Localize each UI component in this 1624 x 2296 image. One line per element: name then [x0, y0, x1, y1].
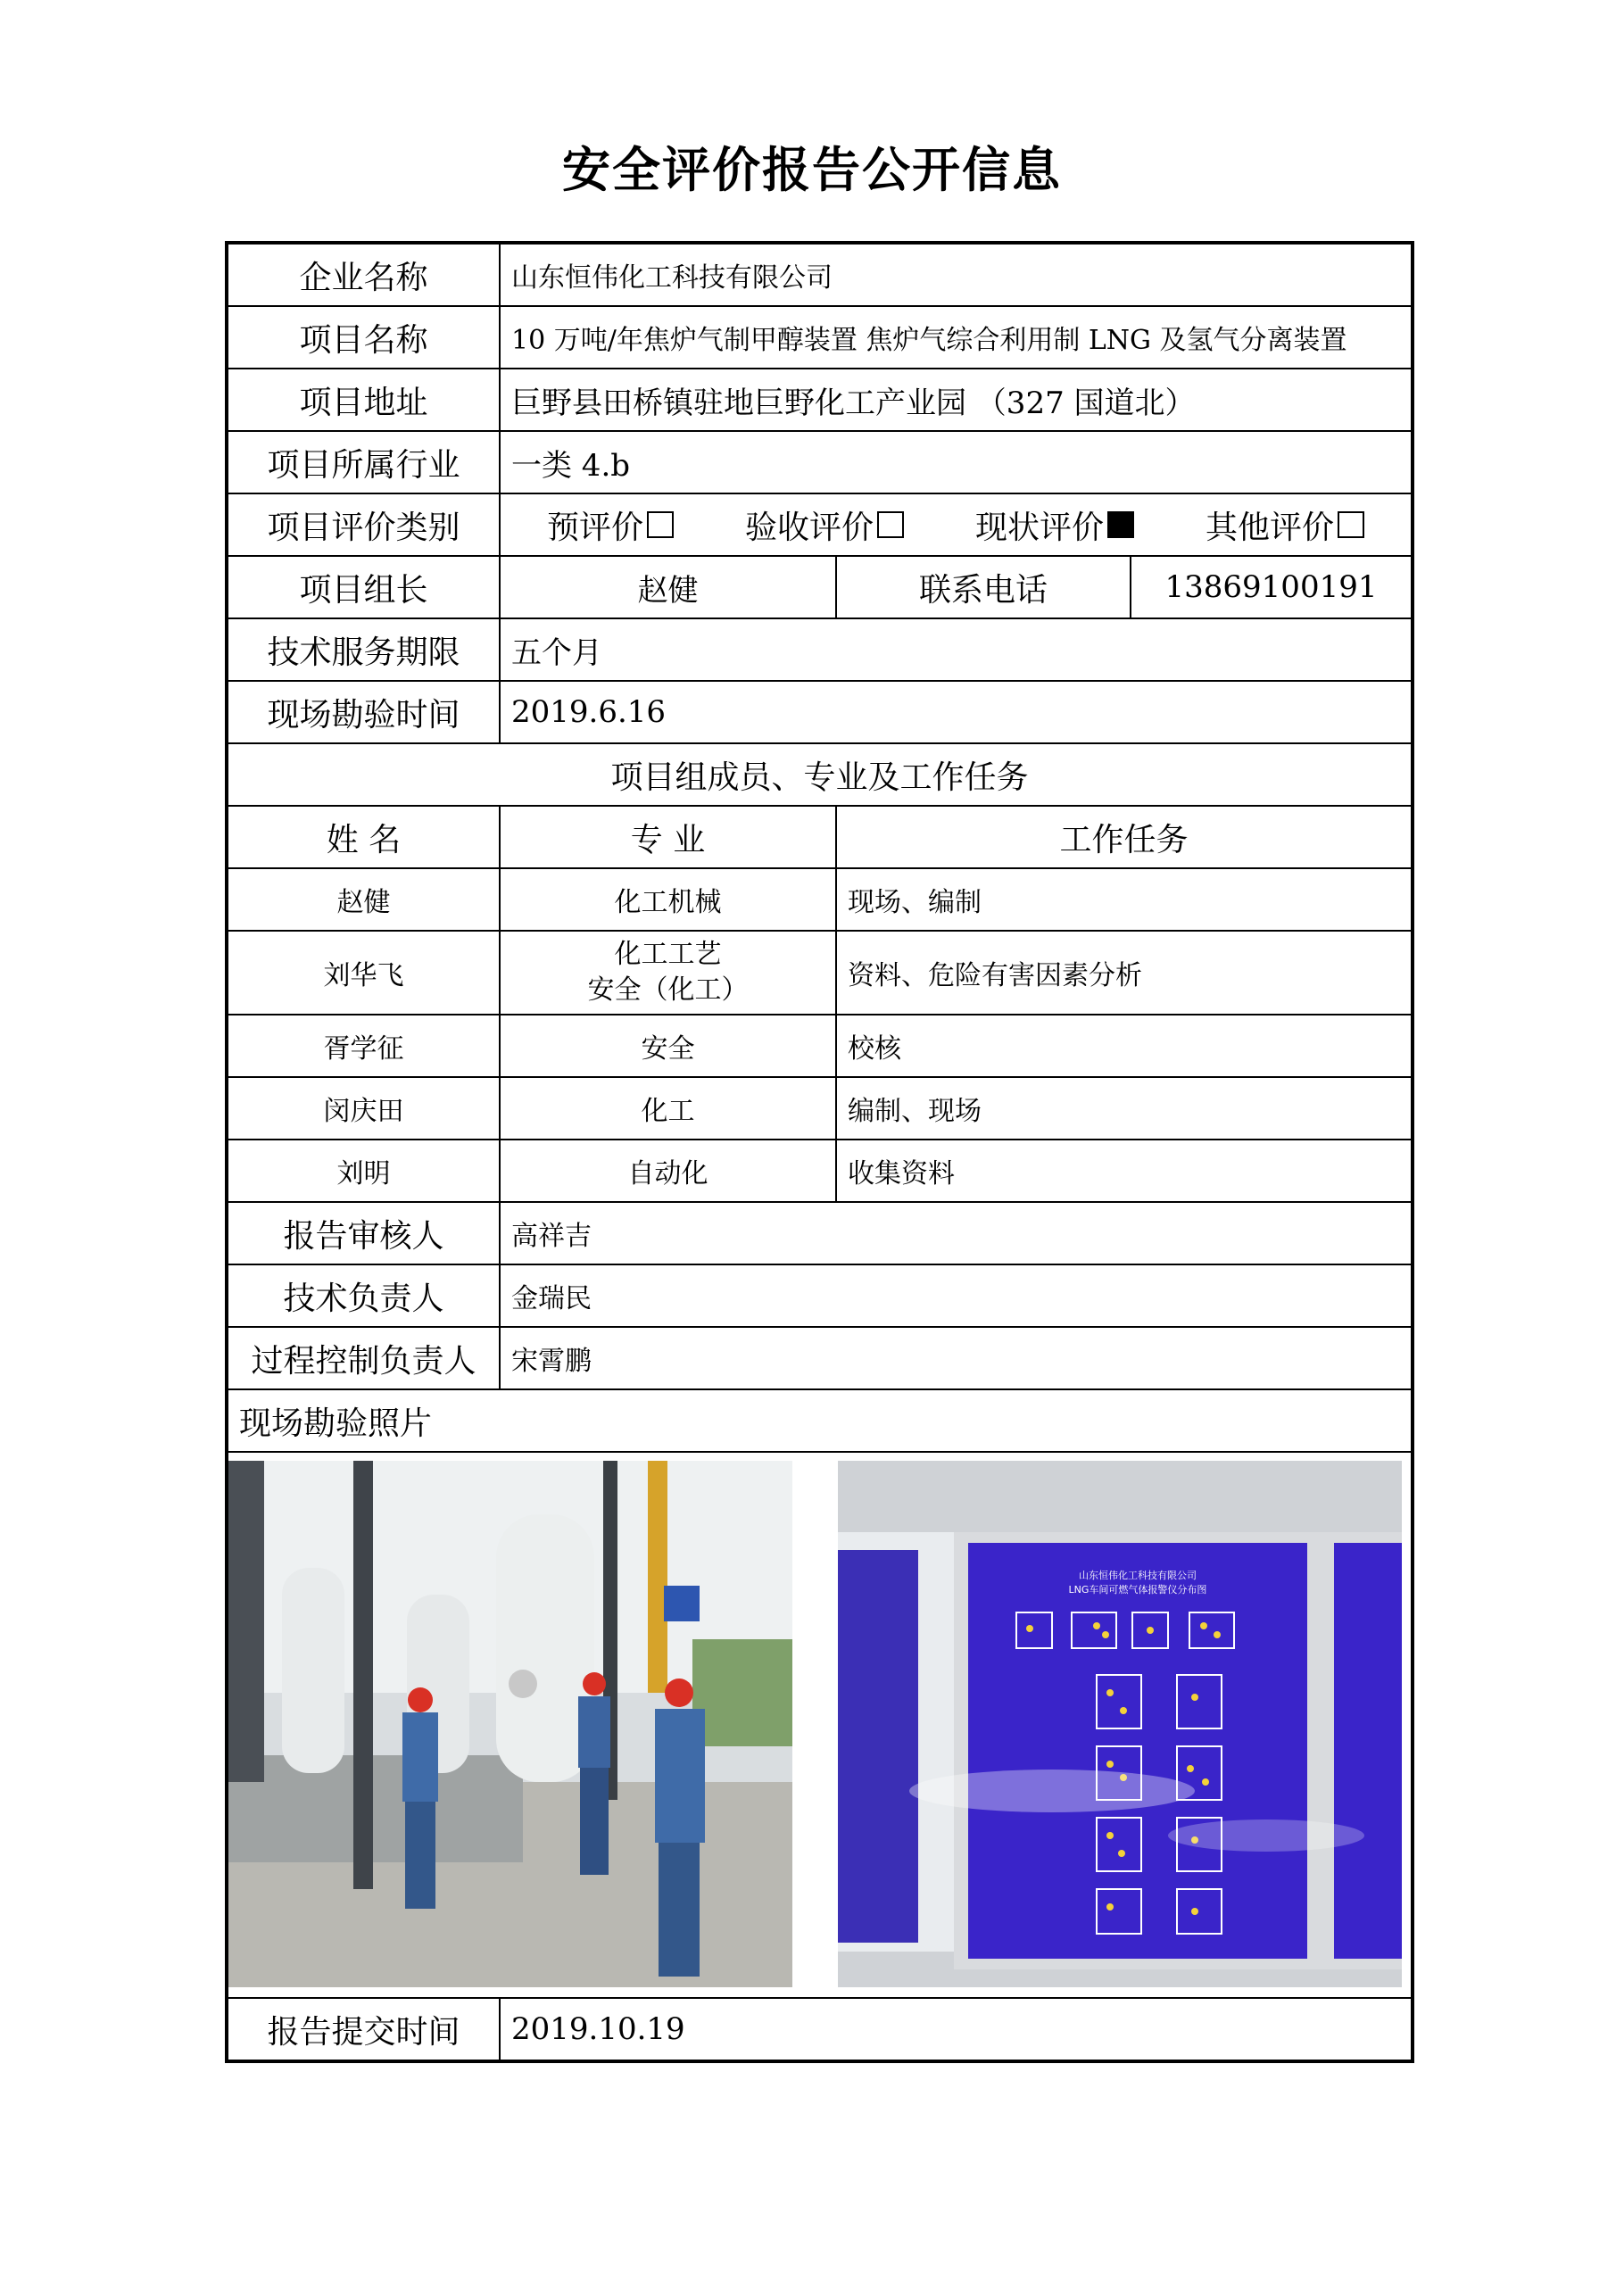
- tech-lead-value: 金瑞民: [500, 1264, 1413, 1327]
- row-photos-label: [227, 1389, 1413, 1452]
- survey-time-label: 现场勘验时间: [227, 681, 500, 743]
- phone-label: 联系电话: [836, 556, 1131, 618]
- member-task: 现场、编制: [836, 868, 1413, 931]
- phone-value: 13869100191: [1131, 556, 1413, 618]
- leader-label: 项目组长: [227, 556, 500, 618]
- eval-option-status[interactable]: [975, 502, 1134, 548]
- member-name: 赵健: [227, 868, 500, 931]
- eval-option-label: 其他评价: [1205, 509, 1334, 546]
- row-project-address: [227, 369, 1413, 431]
- process-lead-value: 宋霄鹏: [500, 1327, 1413, 1389]
- row-project-name: [227, 306, 1413, 369]
- eval-option-acceptance[interactable]: [745, 502, 904, 548]
- table-row: [227, 868, 1413, 931]
- company-value: 山东恒伟化工科技有限公司: [500, 243, 1413, 306]
- header-task: 工作任务: [836, 806, 1413, 868]
- page-title: 安全评价报告公开信息: [562, 141, 1062, 198]
- project-name-label: 项目名称: [227, 306, 500, 369]
- member-task: 资料、危险有害因素分析: [836, 931, 1413, 1015]
- header-major: 专 业: [500, 806, 836, 868]
- board-title-line: 山东恒伟化工科技有限公司: [1079, 1570, 1197, 1581]
- member-major: 化工: [500, 1077, 836, 1140]
- member-major-line: 化工工艺: [614, 939, 722, 970]
- member-major-line: 安全（化工）: [587, 974, 749, 1006]
- row-process-lead: [227, 1327, 1413, 1389]
- photos-label: 现场勘验照片: [227, 1389, 1413, 1452]
- site-photo-workers: [228, 1461, 792, 1987]
- table-row: [227, 1140, 1413, 1202]
- survey-time-value: 2019.6.16: [500, 681, 1413, 743]
- checkbox-icon[interactable]: [877, 511, 904, 538]
- team-section-title: 项目组成员、专业及工作任务: [227, 743, 1413, 806]
- tech-lead-label: 技术负责人: [227, 1264, 500, 1327]
- row-service-period: [227, 618, 1413, 681]
- reviewer-label: 报告审核人: [227, 1202, 500, 1264]
- reviewer-value: 高祥吉: [500, 1202, 1413, 1264]
- header-name: 姓 名: [227, 806, 500, 868]
- row-industry: [227, 431, 1413, 493]
- project-address-value: 巨野县田桥镇驻地巨野化工产业园 （327 国道北）: [500, 369, 1413, 431]
- checkbox-icon[interactable]: [647, 511, 674, 538]
- photos-cell: [227, 1452, 1413, 1998]
- submission-value: 2019.10.19: [500, 1998, 1413, 2061]
- board-title-line: LNG车间可燃气体报警仪分布图: [1068, 1584, 1207, 1596]
- member-task: 收集资料: [836, 1140, 1413, 1202]
- row-reviewer: [227, 1202, 1413, 1264]
- member-name: 刘华飞: [227, 931, 500, 1015]
- row-company: [227, 243, 1413, 306]
- checkbox-icon[interactable]: [1338, 511, 1364, 538]
- table-row: [227, 1015, 1413, 1077]
- service-period-value: 五个月: [500, 618, 1413, 681]
- leader-value: 赵健: [500, 556, 836, 618]
- checkbox-icon[interactable]: [1107, 511, 1134, 538]
- project-address-label: 项目地址: [227, 369, 500, 431]
- member-name: 闵庆田: [227, 1077, 500, 1140]
- member-task: 编制、现场: [836, 1077, 1413, 1140]
- eval-option-label: 验收评价: [744, 509, 874, 546]
- table-row: [227, 1077, 1413, 1140]
- member-major: 安全: [500, 1015, 836, 1077]
- eval-option-label: 预评价: [546, 509, 643, 546]
- eval-type-options: [500, 493, 1413, 556]
- eval-option-other[interactable]: [1206, 502, 1364, 548]
- info-table: [225, 241, 1414, 2063]
- member-major: [500, 931, 836, 1015]
- member-task: 校核: [836, 1015, 1413, 1077]
- company-label: 企业名称: [227, 243, 500, 306]
- industry-label: 项目所属行业: [227, 431, 500, 493]
- row-tech-lead: [227, 1264, 1413, 1327]
- row-submission: [227, 1998, 1413, 2061]
- row-leader: [227, 556, 1413, 618]
- eval-option-pre[interactable]: [547, 502, 674, 548]
- row-team-title: [227, 743, 1413, 806]
- process-lead-label: 过程控制负责人: [227, 1327, 500, 1389]
- member-major: 自动化: [500, 1140, 836, 1202]
- eval-option-label: 现状评价: [974, 509, 1104, 546]
- team-header-row: [227, 806, 1413, 868]
- eval-type-label: 项目评价类别: [227, 493, 500, 556]
- member-name: 刘明: [227, 1140, 500, 1202]
- industry-value: 一类 4.b: [500, 431, 1413, 493]
- member-major: 化工机械: [500, 868, 836, 931]
- table-row: [227, 931, 1413, 1015]
- row-survey-time: [227, 681, 1413, 743]
- member-name: 胥学征: [227, 1015, 500, 1077]
- service-period-label: 技术服务期限: [227, 618, 500, 681]
- submission-label: 报告提交时间: [227, 1998, 500, 2061]
- site-photo-gas-alarm-board: [838, 1461, 1402, 1987]
- row-photos: [227, 1452, 1413, 1998]
- row-eval-type: [227, 493, 1413, 556]
- project-name-value: 10 万吨/年焦炉气制甲醇装置 焦炉气综合利用制 LNG 及氢气分离装置: [500, 306, 1413, 369]
